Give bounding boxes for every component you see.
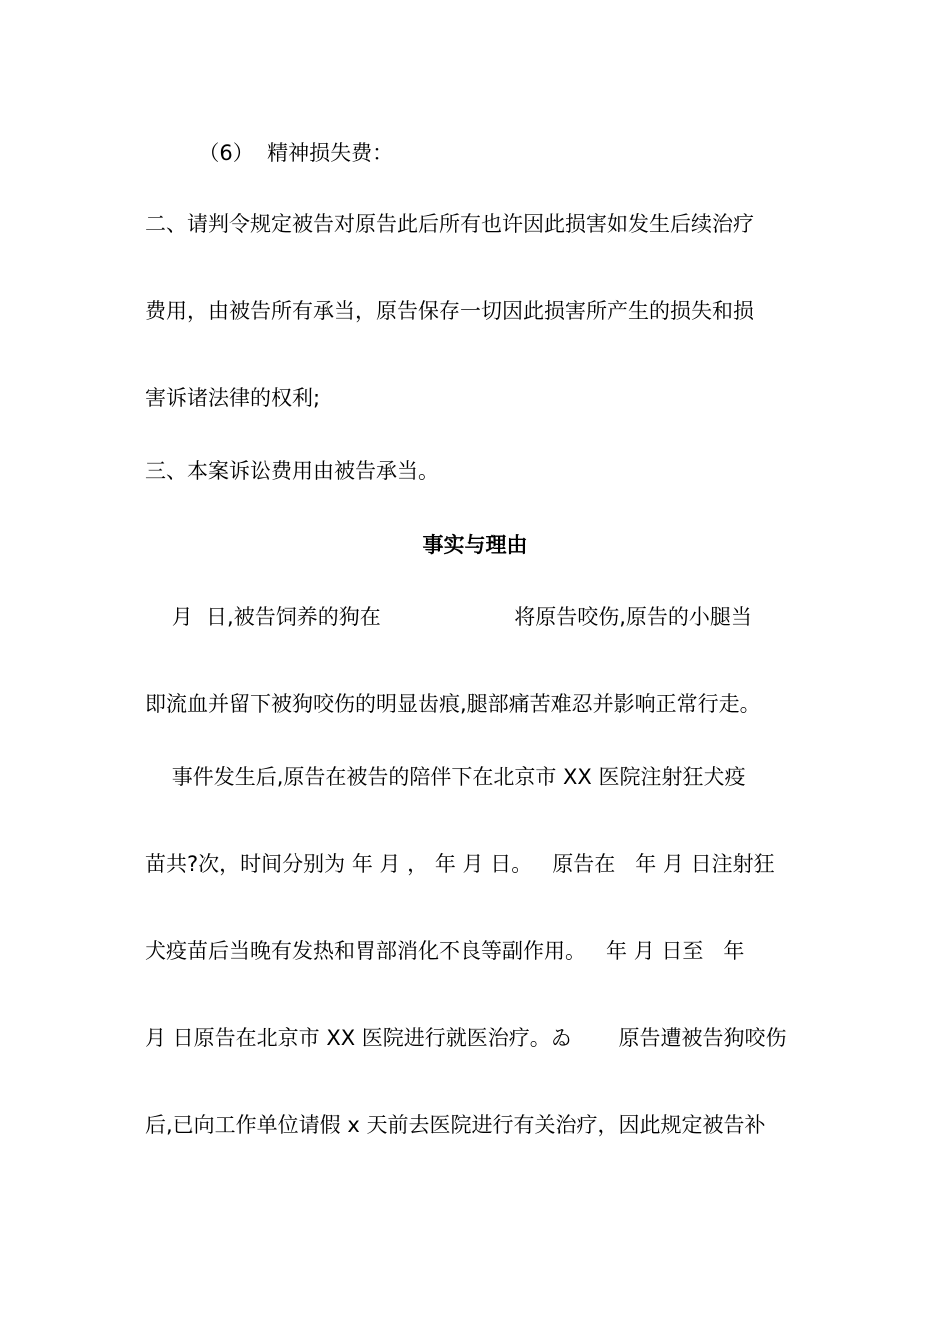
text-line-11: 月 日原告在北京市 XX 医院进行就医治疗。ゐ 原告遭被告狗咬伤 [145, 1026, 787, 1050]
text-line-10: 犬疫苗后当晚有发热和胃部消化不良等副作用。 年 月 日至 年 [145, 939, 745, 963]
section-heading: 事实与理由 [422, 533, 528, 557]
text-line-5: 三、本案诉讼费用由被告承当。 [145, 459, 439, 483]
text-line-1: （6） 精神损失费： [145, 141, 394, 165]
text-line-6: 月 日,被告饲养的狗在 将原告咬伤,原告的小腿当 [145, 605, 752, 629]
text-line-4: 害诉诸法律的权利; [145, 386, 321, 410]
text-line-3: 费用，由被告所有承当，原告保存一切因此损害所产生的损失和损 [145, 299, 754, 323]
text-line-9: 苗共?次，时间分别为 年 月 ， 年 月 日。 原告在 年 月 日注射狂 [145, 852, 775, 876]
text-line-7: 即流血并留下被狗咬伤的明显齿痕,腿部痛苦难忍并影响正常行走。 [145, 692, 761, 716]
text-line-12: 后,已向工作单位请假 x 天前去医院进行有关治疗，因此规定被告补 [145, 1113, 766, 1137]
text-line-2: 二、请判令规定被告对原告此后所有也许因此损害如发生后续治疗 [145, 212, 754, 236]
text-line-8: 事件发生后,原告在被告的陪伴下在北京市 XX 医院注射狂犬疫 [145, 765, 746, 789]
